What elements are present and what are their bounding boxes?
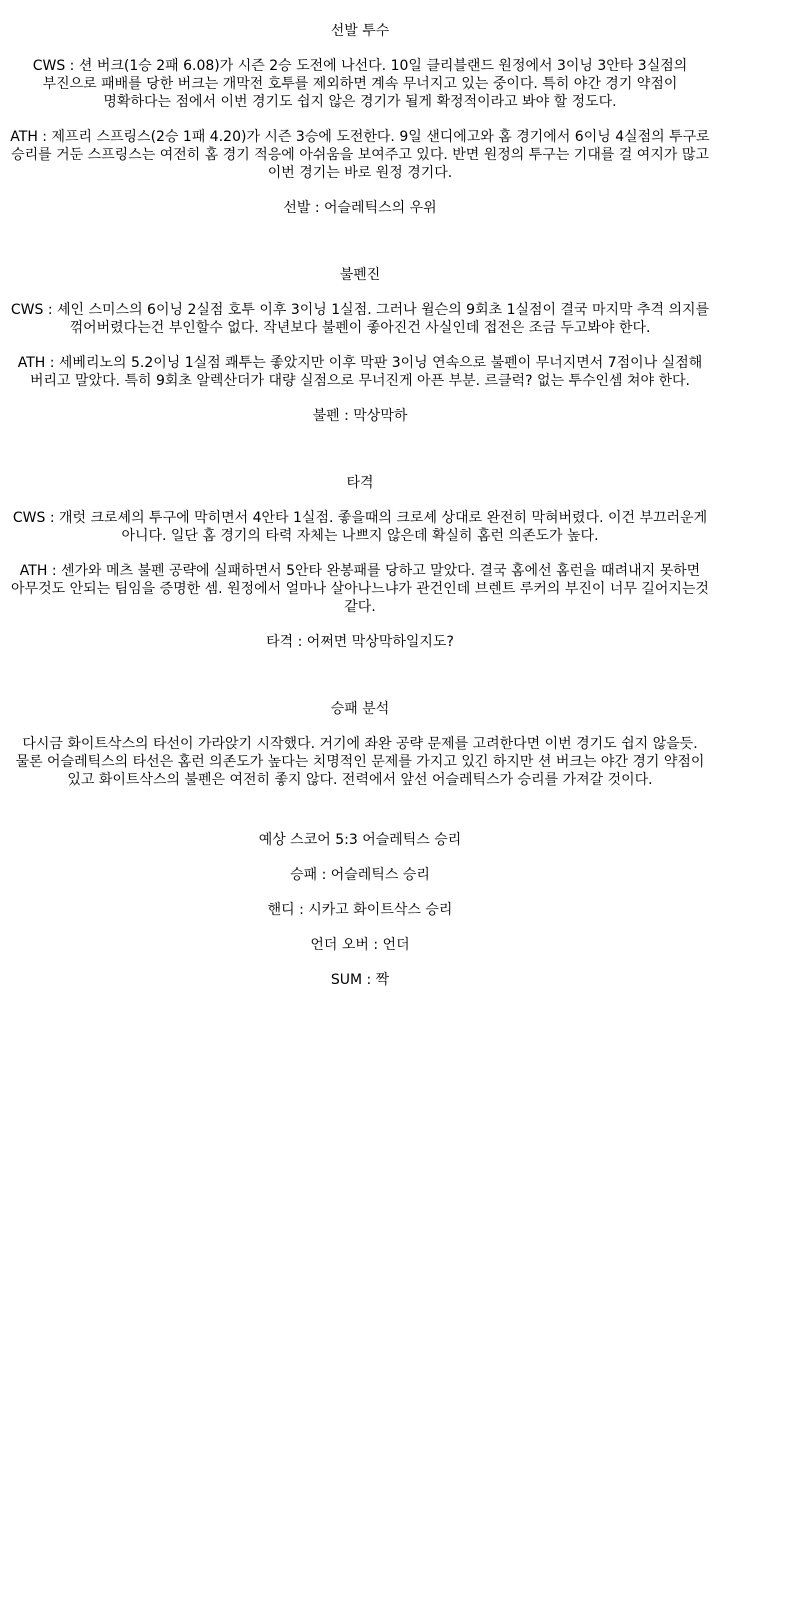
prediction-sum: SUM : 짝 [330,972,390,988]
section-starting-pitchers [0,22,720,217]
section-bullpen [0,266,720,425]
section-title: 불펜진 [339,267,381,283]
paragraph-ath-bullpen: ATH : 세베리노의 5.2이닝 1실점 쾌투는 좋았지만 이후 막판 3이닝 연속으로 불펜이 무너지면서 7점이나 실점해 버리고 말았다. 특히 9회초 알렉산더가 대량 실점으로 무너진게 아픈 부분. 르클럭? 없는 투수인셈 쳐야 한다. [17,355,703,389]
prediction-result: 승패 : 어슬레틱스 승리 [290,867,430,883]
paragraph-ath-pitcher: ATH : 제프리 스프링스(2승 1패 4.20)가 시즌 3승에 도전한다. 9일 샌디에고와 홈 경기에서 6이닝 4실점의 투구로 승리를 거둔 스프링스는 여전히 홈 경기 적응에 아쉬움을 보여주고 있다. 반면 원정의 투구는 기대를 걸 여지가 많고 이번 경기는 바로 원정 경기다. [10,129,710,181]
section-batting [0,474,720,651]
paragraph-ath-batting: ATH : 센가와 메츠 불펜 공략에 실패하면서 5안타 완봉패를 당하고 말았다. 결국 홈에선 홈런을 때려내지 못하면 아무것도 안되는 팀임을 증명한 셈. 원정에서 얼마나 살아나느냐가 관건인데 브렌트 루커의 부진이 너무 길어지는것 같다. [11,563,709,615]
verdict-batting: 타격 : 어쩌면 막상막하일지도? [266,634,454,650]
paragraph-cws-bullpen: CWS : 셰인 스미스의 6이닝 2실점 호투 이후 3이닝 1실점. 그러나 윌슨의 9회초 1실점이 결국 마지막 추격 의지를 꺾어버렸다는건 부인할수 없다. 작년보다 불펜이 좋아진건 사실인데 접전은 조금 두고봐야 한다. [10,302,710,336]
section-analysis [0,700,720,789]
paragraph-cws-pitcher: CWS : 션 버크(1승 2패 6.08)가 시즌 2승 도전에 나선다. 10일 클리블랜드 원정에서 3이닝 3안타 3실점의 부진으로 패배를 당한 버크는 개막전 호투를 제외하면 계속 무너지고 있는 중이다. 특히 야간 경기 약점이 명확하다는 점에서 이번 경기도 쉽지 않은 경기가 될게 확정적이라고 봐야 할 정도다. [32,58,688,110]
verdict-starting-pitchers: 선발 : 어슬레틱스의 우위 [283,200,437,216]
section-title: 선발 투수 [330,23,390,39]
section-title: 타격 [346,475,374,491]
section-title: 승패 분석 [330,701,390,717]
section-prediction [0,831,720,989]
paragraph-analysis: 다시금 화이트삭스의 타선이 가라앉기 시작했다. 거기에 좌완 공략 문제를 고려한다면 이번 경기도 쉽지 않을듯. 물론 어슬레틱스의 타선은 홈런 의존도가 높다는 치명적인 문제를 가지고 있긴 하지만 션 버크는 야간 경기 약점이 있고 화이트삭스의 불펜은 여전히 좋지 않다. 전력에서 앞선 어슬레틱스가 승리를 가져갈 것이다. [15,736,705,788]
predicted-score: 예상 스코어 5:3 어슬레틱스 승리 [258,832,462,848]
verdict-bullpen: 불펜 : 막상막하 [312,408,408,424]
paragraph-cws-batting: CWS : 개럿 크로셰의 투구에 막히면서 4안타 1실점. 좋을때의 크로셰 상대로 완전히 막혀버렸다. 이건 부끄러운게 아니다. 일단 홈 경기의 타력 자체는 나쁘지 않은데 확실히 홈런 의존도가 높다. [12,510,708,544]
prediction-handicap: 핸디 : 시카고 화이트삭스 승리 [267,902,453,918]
prediction-under-over: 언더 오버 : 언더 [310,937,410,953]
